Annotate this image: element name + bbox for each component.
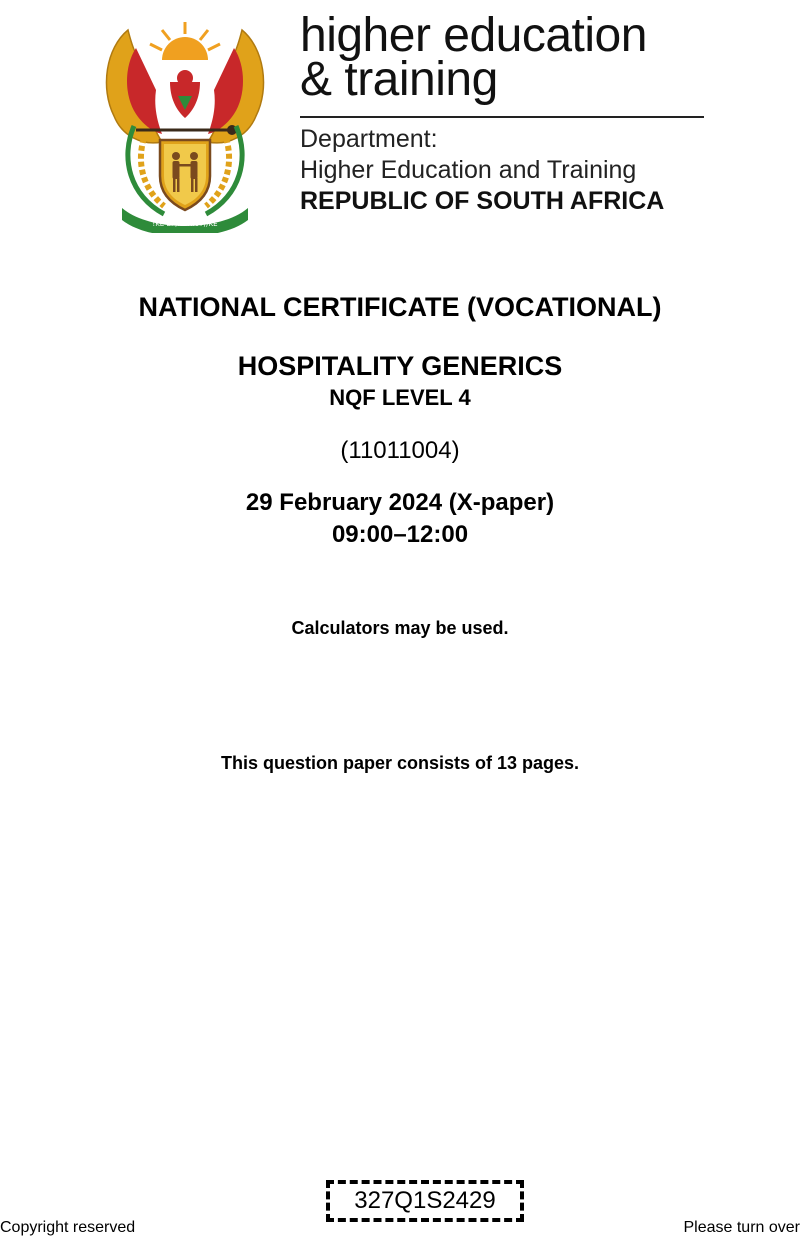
wordmark-line-1: higher education	[300, 9, 647, 62]
certificate-title: NATIONAL CERTIFICATE (VOCATIONAL)	[138, 292, 662, 322]
department-label: Department:	[300, 125, 438, 153]
exam-date: 29 February 2024 (X-paper)	[245, 489, 555, 516]
turn-over-notice: Please turn over	[683, 1219, 800, 1236]
crest-motto: !KE E: /XARRA //KE	[152, 220, 218, 228]
nqf-level: NQF LEVEL 4	[329, 385, 471, 410]
coat-of-arms-logo	[100, 18, 270, 233]
paper-code-box: 327Q1S2429	[326, 1180, 524, 1222]
wordmark-line-2: & training	[300, 53, 498, 106]
department-name: Higher Education and Training	[300, 156, 637, 184]
country-name: REPUBLIC OF SOUTH AFRICA	[300, 187, 665, 215]
department-wordmark	[300, 9, 647, 106]
subject-code: (11011004)	[340, 437, 460, 464]
department-block	[300, 124, 664, 217]
calculator-note: Calculators may be used.	[291, 618, 509, 638]
header-divider	[300, 116, 704, 118]
subject-title: HOSPITALITY GENERICS	[237, 351, 563, 381]
copyright-notice: Copyright reserved	[0, 1219, 136, 1236]
page-count-note: This question paper consists of 13 pages.	[220, 753, 580, 773]
exam-time: 09:00–12:00	[331, 521, 469, 548]
